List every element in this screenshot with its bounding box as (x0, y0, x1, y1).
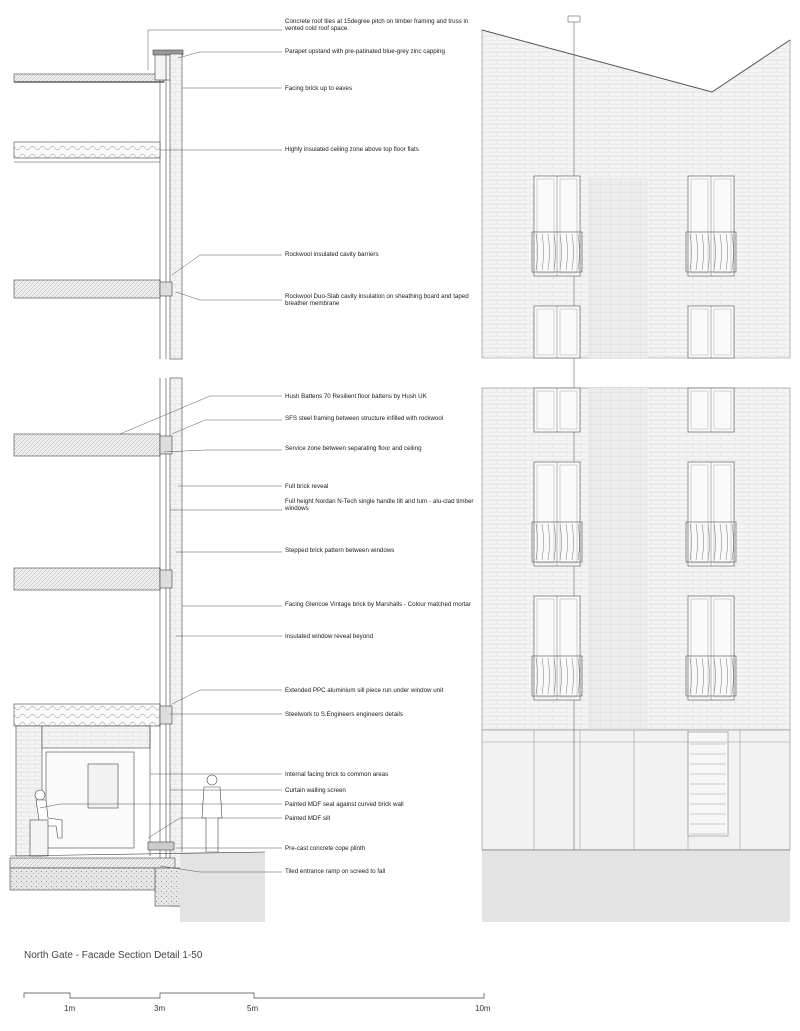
annotation-stepped-brick: Stepped brick pattern between windows (285, 547, 395, 554)
annotation-sill-piece: Extended PPC aluminium sill piece run under window unit (285, 687, 444, 694)
steel-node (160, 282, 172, 296)
annotation-window-reveal: Insulated window reveal beyond (285, 633, 374, 640)
entrance-ramp (10, 858, 175, 868)
lower-brick-wall (170, 378, 182, 906)
scale-bar (24, 993, 484, 998)
internal-brick-wall (42, 726, 150, 748)
annotation-service-zone: Service zone between separating floor and ceiling (285, 445, 422, 452)
annotation-ceiling-zone: Highly insulated ceiling zone above top floor flats (285, 146, 419, 153)
steel-node (160, 436, 172, 454)
annotation-facing-brick: Facing brick up to eaves (285, 85, 353, 92)
pipe-head (568, 16, 580, 22)
cope-plinth (148, 842, 174, 850)
floor-slab (14, 568, 160, 590)
ceiling-insulation (14, 142, 160, 158)
ground (180, 852, 265, 922)
slab-bed (10, 868, 155, 890)
annotation-internal-brick: Internal facing brick to common areas (285, 771, 389, 778)
glazed-ground-floor (482, 730, 790, 850)
floor-slab (14, 704, 160, 726)
scale-label-10m: 10m (475, 1004, 491, 1013)
floor-slab (14, 280, 160, 298)
annotation-brick-reveal: Full brick reveal (285, 483, 329, 490)
stacked-brick-band (588, 388, 648, 730)
standing-person (202, 775, 222, 852)
annotation-mdf-sill: Painted MDF sill (285, 815, 331, 822)
floor-slab (14, 434, 160, 456)
annotation-cavity-insulation: Rockwool Duo-Slab cavity insulation on sheathing board and taped breather membrane (285, 293, 469, 308)
upper-brick-wall (170, 54, 182, 359)
elevation-ground (482, 850, 790, 922)
facade-elevation (482, 16, 790, 922)
mdf-seat (30, 820, 48, 856)
annotation-glencoe-brick: Facing Glencoe Vintage brick by Marshalls - Colour matched mortar (285, 601, 471, 608)
annotation-entrance-ramp: Tiled entrance ramp on screed to fall (285, 868, 386, 875)
scale-label-1m: 1m (64, 1004, 76, 1013)
annotation-steelwork: Steelwork to S.Engineers engineers details (285, 711, 403, 718)
internal-door-panel (88, 764, 118, 808)
annotation-sfs-framing: SFS steel framing between structure infilled with rockwool (285, 415, 444, 422)
annotation-curtain-walling: Curtain walling screen (285, 787, 346, 794)
foundation (155, 868, 183, 906)
annotation-windows: Full height Nordan N-Tech single handle tilt and turn - alu-clad timber windows (285, 498, 474, 513)
drawing-title: North Gate - Facade Section Detail 1-50 (24, 950, 203, 961)
annotation-cavity-barriers: Rockwool insulated cavity barriers (285, 251, 379, 258)
scale-label-5m: 5m (247, 1004, 259, 1013)
annotation-roof-tiles: Concrete roof tiles at 15degree pitch on timber framing and truss in vented cold roof space. (285, 18, 469, 33)
scale-label-3m: 3m (154, 1004, 166, 1013)
annotation-mdf-seat: Painted MDF seat against curved brick wall (285, 801, 404, 808)
annotation-parapet: Parapet upstand with pre-patinated blue-grey zinc capping (285, 48, 445, 55)
steel-node (160, 706, 172, 724)
roof-tiles (14, 74, 164, 82)
steel-node (160, 570, 172, 588)
stacked-brick-band (588, 178, 648, 358)
annotation-hush-battens: Hush Battens 70 Resilient floor battens by Hush UK (285, 393, 427, 400)
annotation-cope-plinth: Pre-cast concrete cope plinth (285, 845, 366, 852)
